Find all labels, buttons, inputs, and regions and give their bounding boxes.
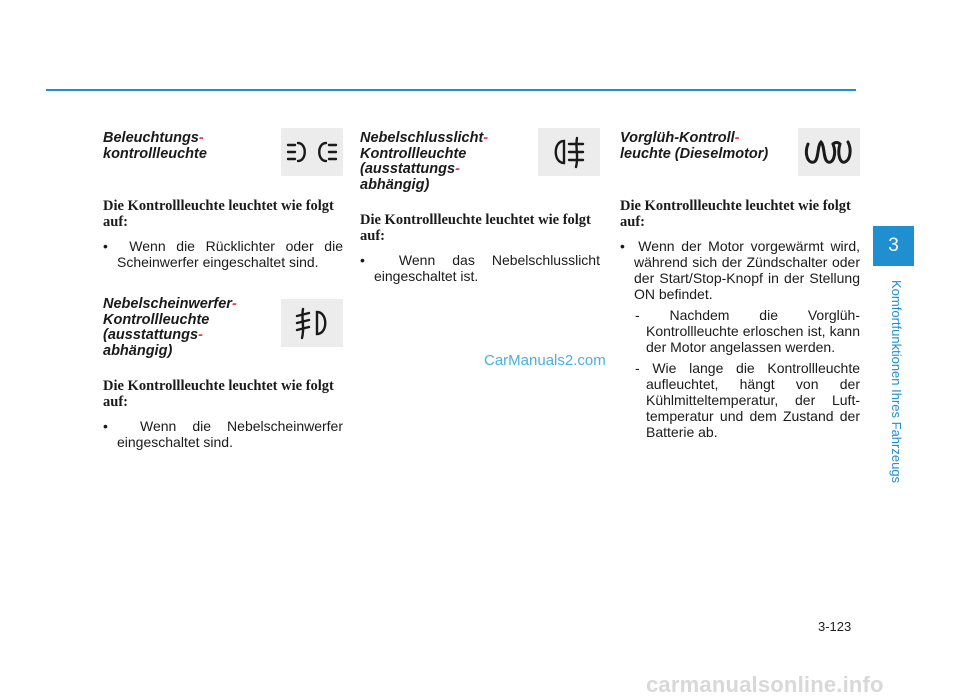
list-subitem: - Nachdem die Vorglüh-Kontrollleuchte erloschen ist, kann der Motor angelassen werden. bbox=[635, 307, 860, 355]
front-fog-light-icon bbox=[281, 299, 343, 347]
hyphen-mark: - bbox=[198, 130, 204, 146]
hyphen-mark: - bbox=[734, 130, 740, 146]
list-subitem: - Wie lange die Kontrollleuchte aufleuchtet, hängt von der Kühlmitteltemperatur, der Luft-temperatur und dem Zustand der Batterie ab. bbox=[635, 360, 860, 440]
section-rear-fog-indicator bbox=[360, 128, 600, 284]
hyphen-mark: - bbox=[231, 296, 237, 312]
top-rule bbox=[46, 89, 856, 91]
column-2 bbox=[360, 128, 600, 284]
column-1 bbox=[103, 128, 343, 450]
section-subheading: Die Kontrollleuchte leuchtet wie folgt auf: bbox=[620, 198, 851, 230]
section-subheading: Die Kontrollleuchte leuchtet wie folgt auf: bbox=[103, 378, 334, 410]
section-heading: Beleuchtungs- kontrollleuchte bbox=[103, 130, 207, 162]
section-heading: Vorglüh-Kontroll- leuchte (Dieselmotor) bbox=[620, 130, 769, 162]
section-subheading: Die Kontrollleuchte leuchtet wie folgt auf: bbox=[360, 212, 591, 244]
list-item: • Wenn die Rücklichter oder die Scheinwerfer eingeschaltet sind. bbox=[103, 238, 343, 270]
section-headlight-indicator bbox=[103, 128, 343, 270]
chapter-title: Komfortfunktionen Ihres Fahrzeugs bbox=[889, 280, 904, 484]
column-3 bbox=[620, 128, 860, 440]
footer-watermark: carmanualsonline.info bbox=[646, 672, 884, 697]
section-heading: Nebelscheinwerfer- Kontrollleuchte (ausstattungs- abhängig) bbox=[103, 296, 237, 359]
section-front-fog-indicator bbox=[103, 294, 343, 450]
list-item: • Wenn die Nebelscheinwerfer eingeschaltet sind. bbox=[103, 418, 343, 450]
hyphen-mark: - bbox=[455, 161, 460, 177]
section-heading: Nebelschlusslicht- Kontrollleuchte (ausstattungs- abhängig) bbox=[360, 130, 489, 193]
section-subheading: Die Kontrollleuchte leuchtet wie folgt auf: bbox=[103, 198, 334, 230]
hyphen-mark: - bbox=[483, 130, 489, 146]
hyphen-mark: - bbox=[198, 327, 203, 343]
section-glow-plug-indicator bbox=[620, 128, 860, 440]
list-item: • Wenn der Motor vorgewärmt wird, während sich der Zündschalter oder der Start/Stop-Knopf in der Stellung ON befindet. bbox=[620, 238, 860, 302]
headlight-icon bbox=[281, 128, 343, 176]
watermark: CarManuals2.com bbox=[484, 352, 606, 369]
chapter-number-tab: 3 bbox=[873, 226, 914, 266]
glow-plug-icon bbox=[798, 128, 860, 176]
page-number: 3-123 bbox=[818, 619, 852, 634]
rear-fog-light-icon bbox=[538, 128, 600, 176]
list-item: • Wenn das Nebelschlusslicht eingeschaltet ist. bbox=[360, 252, 600, 284]
